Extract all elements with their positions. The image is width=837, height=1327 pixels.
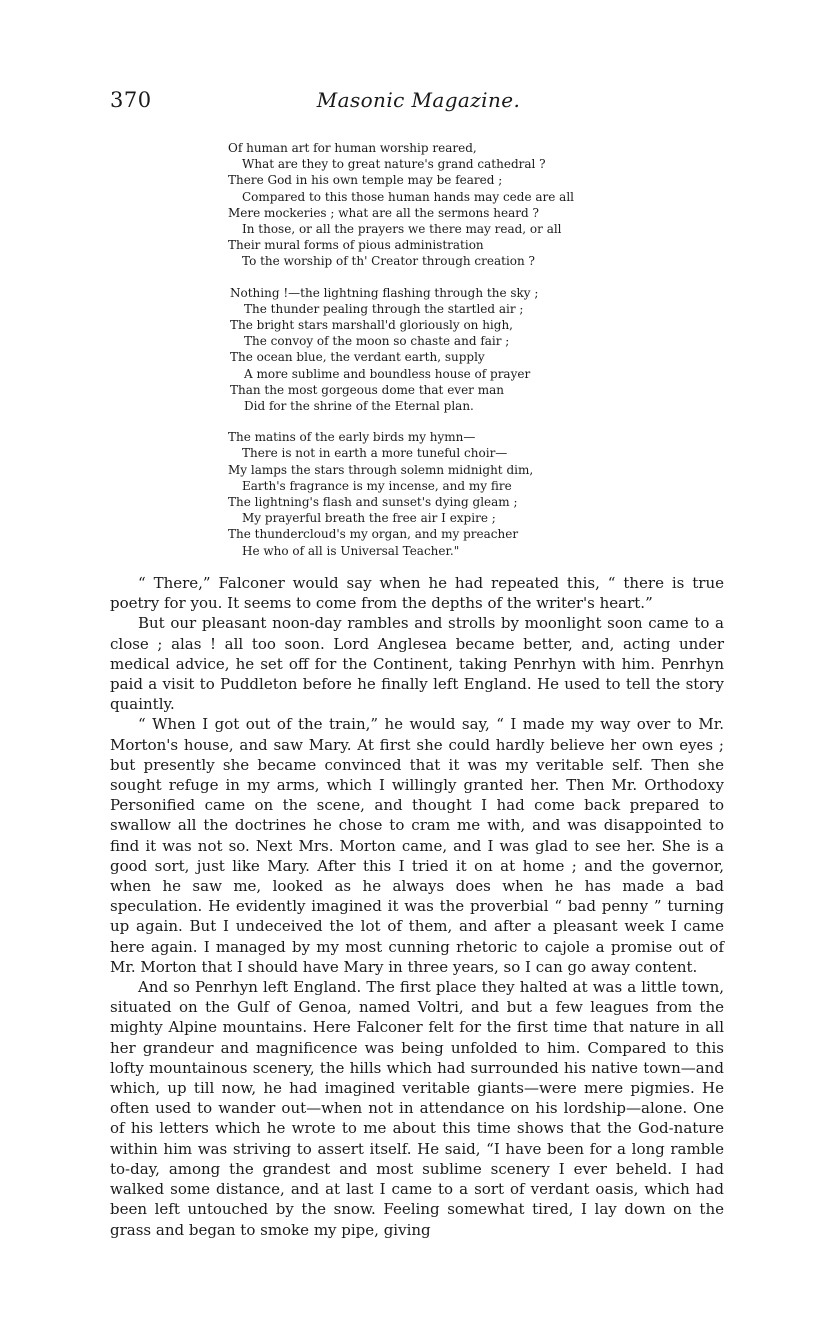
prose-paragraph: But our pleasant noon-day rambles and strolls by moonlight soon came to a close ; alas ! all too soon. Lord Anglesea became better, and, acting under medical advice, he set off for the Continent, taking Penrhyn with him. Penrhyn paid a visit to Puddleton before he finally left England. He used to tell the story quaintly.	[110, 614, 724, 714]
poem	[228, 140, 648, 574]
poem-line: What are they to great nature's grand cathedral ?	[242, 157, 546, 172]
prose-paragraph: “ There,” Falconer would say when he had repeated this, “ there is true poetry for you. It seems to come from the depths of the writer's heart.”	[110, 574, 724, 613]
poem-line: Their mural forms of pious administration	[228, 238, 484, 253]
poem-line: There is not in earth a more tuneful choir—	[242, 446, 508, 461]
poem-line: There God in his own temple may be feared ;	[228, 173, 503, 188]
poem-line: Compared to this those human hands may cede are all	[242, 189, 575, 204]
poem-line: Did for the shrine of the Eternal plan.	[244, 399, 474, 414]
poem-line: The lightning's flash and sunset's dying gleam ;	[228, 495, 518, 510]
poem-stanza	[228, 429, 648, 559]
prose-paragraph: And so Penrhyn left England. The first place they halted at was a little town, situated on the Gulf of Genoa, named Voltri, and but a few leagues from the mighty Alpine mountains. Here Falconer felt for the first time that nature in all her grandeur and magnificence was being unfolded to him. Compared to this lofty mountainous scenery, the hills which had surrounded his native town—and which, up till now, he had imagined veritable giants—were mere pigmies. He often used to wander out—when not in attendance on his lordship—alone. One of his letters which he wrote to me about this time shows that the God-nature within him was striving to assert itself. He said, “I have been for a long ramble to-day, among the grandest and most sublime scenery I ever beheld. I had walked some distance, and at last I came to a sort of verdant oasis, which had been left untouched by the snow. Feeling somewhat tired, I lay down on the grass and began to smoke my pipe, giving	[110, 978, 724, 1239]
poem-line: A more sublime and boundless house of prayer	[244, 366, 531, 381]
poem-line: In those, or all the prayers we there may read, or all	[242, 222, 562, 237]
poem-line: He who of all is Universal Teacher."	[242, 543, 460, 558]
poem-line: The matins of the early birds my hymn—	[228, 430, 476, 445]
poem-line: The ocean blue, the verdant earth, supply	[230, 350, 485, 365]
poem-line: To the worship of th' Creator through creation ?	[242, 254, 535, 269]
prose-body	[110, 573, 724, 1240]
poem-stanza	[228, 140, 648, 270]
poem-line: My prayerful breath the free air I expire ;	[242, 511, 496, 526]
poem-line: Than the most gorgeous dome that ever man	[230, 382, 504, 397]
poem-line: The bright stars marshall'd gloriously on high,	[230, 318, 513, 333]
page-number: 370	[110, 88, 152, 112]
poem-line: Mere mockeries ; what are all the sermons heard ?	[228, 205, 539, 220]
poem-line: The convoy of the moon so chaste and fair ;	[244, 334, 510, 349]
poem-stanza	[228, 285, 648, 415]
poem-line: My lamps the stars through solemn midnight dim,	[228, 462, 534, 477]
poem-line: Of human art for human worship reared,	[228, 141, 477, 155]
page-header	[0, 88, 837, 120]
running-title: Masonic Magazine.	[316, 88, 521, 112]
poem-line: The thunder pealing through the startled air ;	[244, 301, 524, 316]
prose-paragraph: “ When I got out of the train,” he would say, “ I made my way over to Mr. Morton's house, and saw Mary. At first she could hardly believe her own eyes ; but presently she became convinced that it was my veritable self. Then she sought refuge in my arms, which I willingly granted her. Then Mr. Orthodoxy Personified came on the scene, and thought I had come back prepared to swallow all the doctrines he chose to cram me with, and was disappointed to find it was not so. Next Mrs. Morton came, and I was glad to see her. She is a good sort, just like Mary. After this I tried it on at home ; and the governor, when he saw me, looked as he always does when he has made a bad speculation. He evidently imagined it was the proverbial “ bad penny ” turning up again. But I undeceived the lot of them, and after a pleasant week I came here again. I managed by my most cunning rhetoric to cajole a promise out of Mr. Morton that I should have Mary in three years, so I can go away content.	[110, 715, 724, 976]
poem-line: Earth's fragrance is my incense, and my fire	[242, 478, 512, 493]
poem-line: The thundercloud's my organ, and my preacher	[228, 527, 519, 542]
poem-line: Nothing !—the lightning flashing through the sky ;	[230, 285, 539, 300]
